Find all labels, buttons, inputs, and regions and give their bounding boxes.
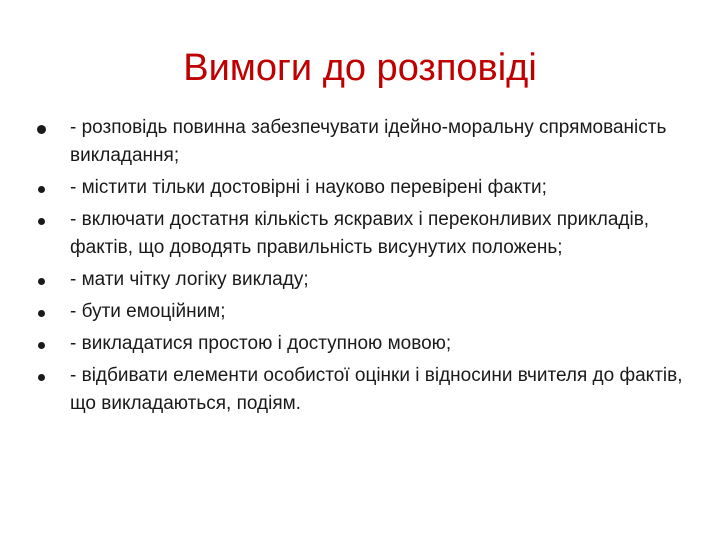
- bullet-list: [36, 114, 686, 422]
- bullet-icon: [38, 342, 45, 349]
- list-item: [36, 174, 686, 202]
- bullet-text: - викладатися простою і доступною мовою;: [70, 333, 452, 354]
- bullet-icon: [38, 374, 45, 381]
- list-item: [36, 266, 686, 294]
- bullet-text: - мати чітку логіку викладу;: [70, 269, 309, 290]
- bullet-icon: [38, 310, 45, 317]
- bullet-text: - відбивати елементи особистої оцінки і відносини вчителя до фактів, що викладаються, подіям.: [70, 365, 683, 414]
- bullet-text: - містити тільки достовірні і науково перевірені факти;: [70, 177, 547, 198]
- slide-title: Вимоги до розповіді: [183, 47, 537, 89]
- list-item: [36, 114, 686, 170]
- bullet-text: - включати достатня кількість яскравих і переконливих прикладів, фактів, що доводять правильність висунутих положень;: [70, 209, 650, 258]
- bullet-text: - бути емоційним;: [70, 301, 226, 322]
- bullet-icon: [38, 186, 45, 193]
- list-item: [36, 298, 686, 326]
- bullet-icon: [37, 125, 46, 134]
- bullet-icon: [38, 278, 45, 285]
- list-item: [36, 330, 686, 358]
- list-item: [36, 206, 686, 262]
- bullet-text: - розповідь повинна забезпечувати ідейно-моральну спрямованість викладання;: [70, 117, 667, 166]
- list-item: [36, 362, 686, 418]
- bullet-icon: [38, 218, 45, 225]
